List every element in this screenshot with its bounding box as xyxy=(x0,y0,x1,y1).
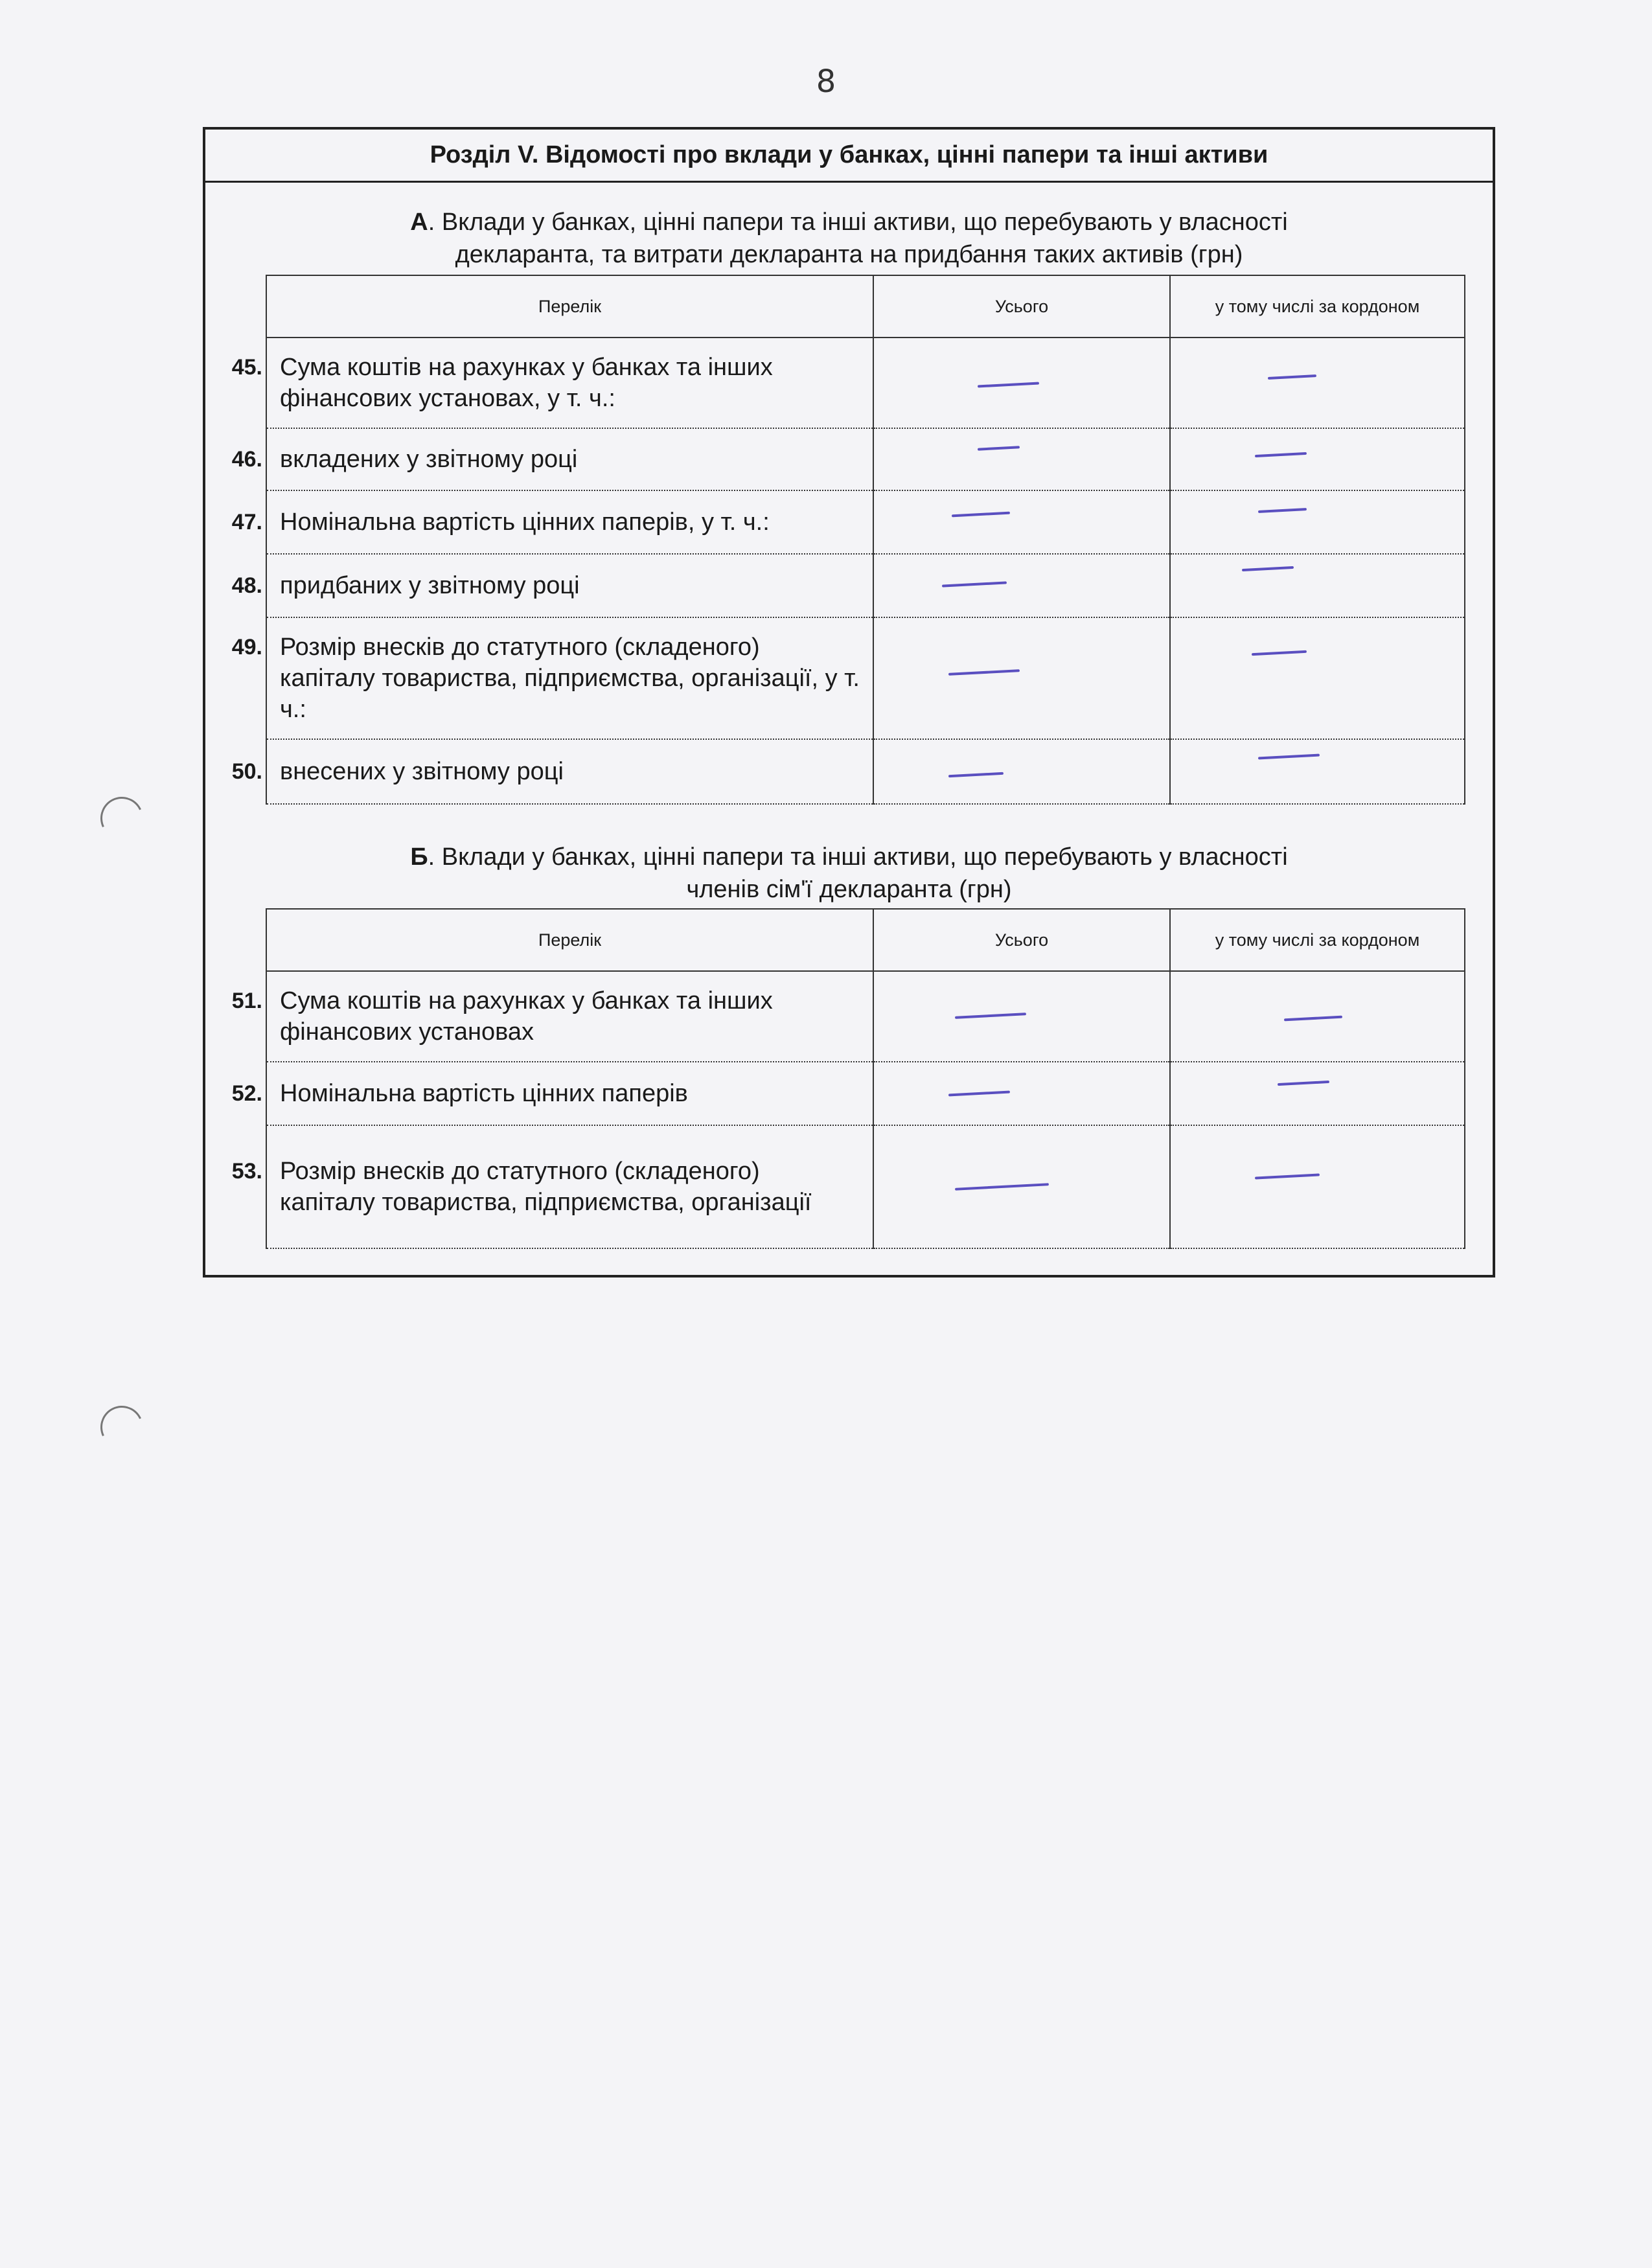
punch-hole-top xyxy=(95,791,150,846)
part-b-caption xyxy=(205,841,1493,906)
table-row xyxy=(266,739,1465,804)
header-total: Усього xyxy=(873,275,1170,338)
handwritten-dash-total xyxy=(948,669,1020,676)
header-abroad: у тому числі за кордоном xyxy=(1170,275,1465,338)
row-number: 52. xyxy=(231,1081,262,1106)
handwritten-dash-total xyxy=(942,581,1007,587)
handwritten-dash-abroad xyxy=(1242,566,1294,571)
part-a-table xyxy=(231,275,1465,805)
row-total-cell[interactable] xyxy=(873,739,1170,804)
table-row xyxy=(266,617,1465,739)
row-abroad-cell[interactable] xyxy=(1170,338,1465,428)
row-number: 49. xyxy=(231,635,262,659)
handwritten-dash-total xyxy=(948,1091,1010,1097)
row-description: 47. Номінальна вартість цінних паперів, у т. ч.: xyxy=(266,490,873,554)
punch-hole-bottom xyxy=(95,1400,150,1455)
row-number: 50. xyxy=(231,759,262,784)
section-title: Розділ V. Відомості про вклади у банках, цінні папери та інші активи xyxy=(205,130,1493,183)
part-b-header-row xyxy=(266,909,1465,971)
row-description: 49. Розмір внесків до статутного (складеного) капіталу товариства, підприємства, організації, у т. ч.: xyxy=(266,617,873,739)
header-abroad: у тому числі за кордоном xyxy=(1170,909,1465,971)
row-total-cell[interactable] xyxy=(873,617,1170,739)
header-list: Перелік xyxy=(266,909,873,971)
table-row xyxy=(266,490,1465,554)
row-abroad-cell[interactable] xyxy=(1170,1062,1465,1125)
row-abroad-cell[interactable] xyxy=(1170,490,1465,554)
handwritten-dash-abroad xyxy=(1255,1173,1320,1179)
row-abroad-cell[interactable] xyxy=(1170,617,1465,739)
part-b-title-line1: . Вклади у банках, цінні папери та інші активи, що перебувають у власності xyxy=(428,843,1288,871)
row-abroad-cell[interactable] xyxy=(1170,971,1465,1062)
part-a-letter: А xyxy=(410,209,428,236)
handwritten-dash-abroad xyxy=(1255,452,1307,457)
handwritten-dash-abroad xyxy=(1258,508,1307,513)
handwritten-dash-abroad xyxy=(1252,650,1307,656)
table-row xyxy=(266,554,1465,617)
part-a-title-line1: . Вклади у банках, цінні папери та інші активи, що перебувають у власності xyxy=(428,209,1288,236)
row-total-cell[interactable] xyxy=(873,428,1170,490)
row-number: 46. xyxy=(231,447,262,472)
row-number: 48. xyxy=(231,573,262,598)
part-b-title-line2: членів сім'ї декларанта (грн) xyxy=(686,876,1012,903)
table-row xyxy=(266,1062,1465,1125)
row-total-cell[interactable] xyxy=(873,1062,1170,1125)
table-row xyxy=(266,338,1465,428)
part-a-caption xyxy=(205,206,1493,271)
row-number: 51. xyxy=(231,989,262,1013)
header-list: Перелік xyxy=(266,275,873,338)
table-row xyxy=(266,428,1465,490)
table-row xyxy=(266,1125,1465,1248)
handwritten-dash-abroad xyxy=(1284,1016,1342,1022)
handwritten-dash-total xyxy=(955,1183,1049,1191)
handwritten-dash-abroad xyxy=(1258,754,1320,760)
handwritten-dash-total xyxy=(948,772,1004,777)
section-v xyxy=(203,127,1495,1277)
row-number: 47. xyxy=(231,510,262,534)
row-total-cell[interactable] xyxy=(873,338,1170,428)
part-b-letter: Б xyxy=(410,843,428,871)
row-total-cell[interactable] xyxy=(873,1125,1170,1248)
row-number: 45. xyxy=(231,355,262,380)
handwritten-dash-total xyxy=(955,1013,1026,1019)
row-description: 50. внесених у звітному році xyxy=(266,739,873,804)
part-a-header-row xyxy=(266,275,1465,338)
row-abroad-cell[interactable] xyxy=(1170,1125,1465,1248)
row-abroad-cell[interactable] xyxy=(1170,554,1465,617)
handwritten-dash-abroad xyxy=(1268,374,1316,380)
header-total: Усього xyxy=(873,909,1170,971)
row-description: 53. Розмір внесків до статутного (складеного) капіталу товариства, підприємства, організації xyxy=(266,1125,873,1248)
row-abroad-cell[interactable] xyxy=(1170,428,1465,490)
row-total-cell[interactable] xyxy=(873,554,1170,617)
handwritten-dash-total xyxy=(978,446,1020,450)
table-row xyxy=(266,971,1465,1062)
row-number: 53. xyxy=(231,1159,262,1184)
row-description: 46. вкладених у звітному році xyxy=(266,428,873,490)
handwritten-dash-abroad xyxy=(1278,1081,1329,1086)
row-description: 48. придбаних у звітному році xyxy=(266,554,873,617)
row-description: 52. Номінальна вартість цінних паперів xyxy=(266,1062,873,1125)
part-b-table xyxy=(231,908,1465,1249)
handwritten-dash-total xyxy=(952,512,1010,518)
page-number: 8 xyxy=(816,63,836,100)
row-total-cell[interactable] xyxy=(873,971,1170,1062)
handwritten-dash-total xyxy=(978,382,1039,388)
row-description: 45. Сума коштів на рахунках у банках та інших фінансових установах, у т. ч.: xyxy=(266,338,873,428)
row-description: 51. Сума коштів на рахунках у банках та інших фінансових установах xyxy=(266,971,873,1062)
row-abroad-cell[interactable] xyxy=(1170,739,1465,804)
row-total-cell[interactable] xyxy=(873,490,1170,554)
part-a-title-line2: декларанта, та витрати декларанта на придбання таких активів (грн) xyxy=(455,241,1243,268)
